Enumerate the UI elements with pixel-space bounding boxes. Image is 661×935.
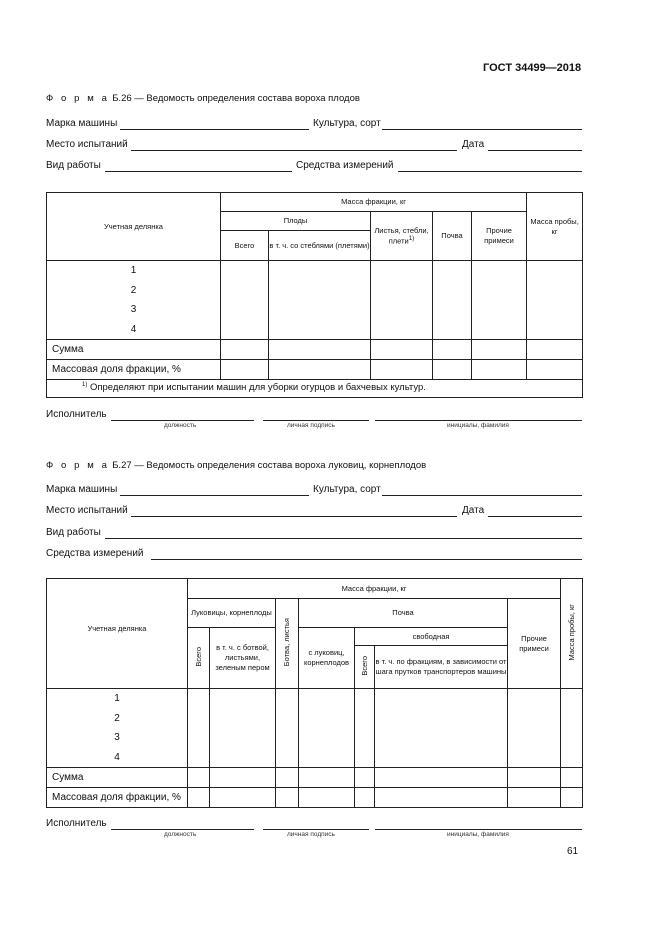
position-input[interactable] <box>111 829 254 830</box>
header-leaves-text: Листья, стебли, плети <box>374 225 429 246</box>
performer-label: Исполнитель <box>46 818 107 829</box>
cell-input[interactable] <box>433 261 472 340</box>
name-caption: инициалы, фамилия <box>447 831 509 838</box>
work-type-input[interactable] <box>105 538 582 539</box>
test-place-input[interactable] <box>131 150 457 151</box>
footnote-text: Определяют при испытании машин для уборки огурцов и бахчевых культур. <box>87 382 426 394</box>
plot-numbers <box>47 261 221 340</box>
header-total-free-text: Всего <box>359 655 369 676</box>
plot-row: 4 <box>130 323 137 335</box>
header-plot: Учетная делянка <box>47 193 221 261</box>
cell-input[interactable] <box>269 261 371 340</box>
cell-input[interactable] <box>299 768 355 788</box>
cell-input[interactable] <box>472 360 527 380</box>
cell-input[interactable] <box>527 360 583 380</box>
header-total-text: Всего <box>193 646 203 667</box>
cell-input[interactable] <box>221 360 269 380</box>
cell-input[interactable] <box>508 768 561 788</box>
cell-input[interactable] <box>371 360 433 380</box>
cell-input[interactable] <box>188 689 210 768</box>
cell-input[interactable] <box>276 689 299 768</box>
header-free: свободная <box>355 628 508 646</box>
position-input[interactable] <box>111 420 254 421</box>
header-other: Прочие примеси <box>472 212 527 261</box>
row-sum: Сумма <box>47 340 221 360</box>
name-input[interactable] <box>375 829 582 830</box>
cell-input[interactable] <box>269 340 371 360</box>
work-type-label: Вид работы <box>46 527 101 538</box>
cell-input[interactable] <box>210 689 276 768</box>
cell-input[interactable] <box>375 689 508 768</box>
position-caption: должность <box>164 422 197 429</box>
date-label: Дата <box>462 139 485 150</box>
cell-input[interactable] <box>355 768 375 788</box>
work-type-input[interactable] <box>105 171 292 172</box>
plot-row: 2 <box>114 712 120 724</box>
cell-input[interactable] <box>221 340 269 360</box>
cell-input[interactable] <box>276 768 299 788</box>
test-place-label: Место испытаний <box>46 139 128 150</box>
cell-input[interactable] <box>371 340 433 360</box>
header-leaves-footnote-mark: 1) <box>408 235 415 243</box>
cell-input[interactable] <box>299 788 355 808</box>
measuring-tools-label: Средства измерений <box>296 160 394 171</box>
header-mass-fraction: Масса фракции, кг <box>188 579 561 599</box>
header-soil: Почва <box>433 212 472 261</box>
form-label: Ф о р м а <box>46 93 110 104</box>
row-fraction-share: Массовая доля фракции, % <box>47 788 188 808</box>
header-plot <box>47 579 188 689</box>
cell-input[interactable] <box>371 261 433 340</box>
header-total <box>188 628 210 689</box>
form-label: Ф о р м а <box>46 460 110 471</box>
cell-input[interactable] <box>276 788 299 808</box>
header-other: Прочие примеси <box>508 599 561 689</box>
test-place-label: Место испытаний <box>46 505 128 516</box>
crop-variety-label: Культура, сорт <box>313 484 381 495</box>
date-label: Дата <box>462 505 485 516</box>
cell-input[interactable] <box>269 360 371 380</box>
crop-variety-input[interactable] <box>382 129 582 130</box>
cell-input[interactable] <box>375 788 508 808</box>
form-b26-table <box>46 192 583 398</box>
signature-caption: личная подпись <box>287 831 335 838</box>
form-b27-table <box>46 578 583 808</box>
header-plot-text: Учетная делянка <box>87 623 147 633</box>
cell-input[interactable] <box>221 261 269 340</box>
measuring-tools-label: Средства измерений <box>46 548 144 559</box>
cell-input[interactable] <box>472 340 527 360</box>
plot-row: 3 <box>130 304 137 315</box>
page-number: 61 <box>567 846 579 857</box>
performer-label: Исполнитель <box>46 409 107 420</box>
cell-input[interactable] <box>375 768 508 788</box>
machine-brand-label: Марка машины <box>46 118 118 129</box>
cell-input[interactable] <box>508 788 561 808</box>
date-input[interactable] <box>488 150 582 151</box>
name-caption: инициалы, фамилия <box>447 422 509 429</box>
measuring-tools-input[interactable] <box>151 559 582 560</box>
signature-caption: личная подпись <box>287 422 335 429</box>
cell-input[interactable] <box>210 788 276 808</box>
header-incl-tops: в т. ч. с ботвой, листьями, зеленым пером <box>210 628 276 689</box>
cell-input[interactable] <box>188 768 210 788</box>
cell-input[interactable] <box>527 340 583 360</box>
header-sample-mass <box>561 579 583 689</box>
cell-input[interactable] <box>472 261 527 340</box>
row-fraction-share: Массовая доля фракции, % <box>47 360 221 380</box>
position-caption: должность <box>164 831 197 838</box>
plot-row: 2 <box>130 284 137 296</box>
header-incl-stems: в т. ч. со стеблями (плетями) <box>269 231 371 261</box>
measuring-tools-input[interactable] <box>398 171 582 172</box>
cell-input[interactable] <box>188 788 210 808</box>
header-bulbs: Луковицы, корнеплоды <box>188 599 276 628</box>
header-total-free <box>355 646 375 689</box>
standard-number: ГОСТ 34499—2018 <box>483 62 582 74</box>
plot-numbers <box>47 689 188 768</box>
cell-input[interactable] <box>210 768 276 788</box>
header-by-fraction: в т. ч. по фракциям, в зависимости от шага прутков транспортеров машины <box>375 646 508 689</box>
plot-row: 4 <box>114 751 120 763</box>
form-title-text: Б.27 — Ведомость определения состава вороха луковиц, корнеплодов <box>109 460 427 471</box>
header-sample-mass-text: Масса пробы, кг <box>566 603 576 661</box>
machine-brand-label: Марка машины <box>46 484 118 495</box>
form-b26-title <box>46 93 360 104</box>
test-place-input[interactable] <box>131 516 457 517</box>
cell-input[interactable] <box>433 340 472 360</box>
header-tops-text: Ботва, листья <box>282 617 292 667</box>
work-type-label: Вид работы <box>46 160 101 171</box>
crop-variety-input[interactable] <box>382 495 582 496</box>
header-with-bulbs: с луковиц, корнеплодов <box>299 628 355 689</box>
signature-input[interactable] <box>263 420 369 421</box>
cell-input[interactable] <box>527 261 583 340</box>
cell-input[interactable] <box>299 689 355 768</box>
form-b27-title <box>46 460 426 471</box>
header-sample-mass: Масса пробы, кг <box>527 193 583 261</box>
header-mass-fraction: Масса фракции, кг <box>221 193 527 212</box>
header-leaves <box>371 212 433 261</box>
cell-input[interactable] <box>561 788 583 808</box>
cell-input[interactable] <box>508 689 561 768</box>
signature-input[interactable] <box>263 829 369 830</box>
cell-input[interactable] <box>355 689 375 768</box>
crop-variety-label: Культура, сорт <box>313 118 381 129</box>
header-fruits: Плоды <box>221 212 371 231</box>
cell-input[interactable] <box>561 768 583 788</box>
cell-input[interactable] <box>355 788 375 808</box>
plot-row: 3 <box>114 732 120 743</box>
row-sum: Сумма <box>47 768 188 788</box>
name-input[interactable] <box>375 420 582 421</box>
footnote-mark: 1) <box>82 382 88 389</box>
header-total: Всего <box>221 231 269 261</box>
plot-row: 1 <box>130 265 137 276</box>
cell-input[interactable] <box>561 689 583 768</box>
date-input[interactable] <box>488 516 582 517</box>
table-footnote <box>47 380 583 398</box>
machine-brand-input[interactable] <box>120 129 309 130</box>
cell-input[interactable] <box>433 360 472 380</box>
form-title-text: Б.26 — Ведомость определения состава вороха плодов <box>109 93 360 104</box>
header-tops <box>276 599 299 689</box>
machine-brand-input[interactable] <box>120 495 309 496</box>
plot-row: 1 <box>114 693 120 704</box>
header-soil: Почва <box>299 599 508 628</box>
